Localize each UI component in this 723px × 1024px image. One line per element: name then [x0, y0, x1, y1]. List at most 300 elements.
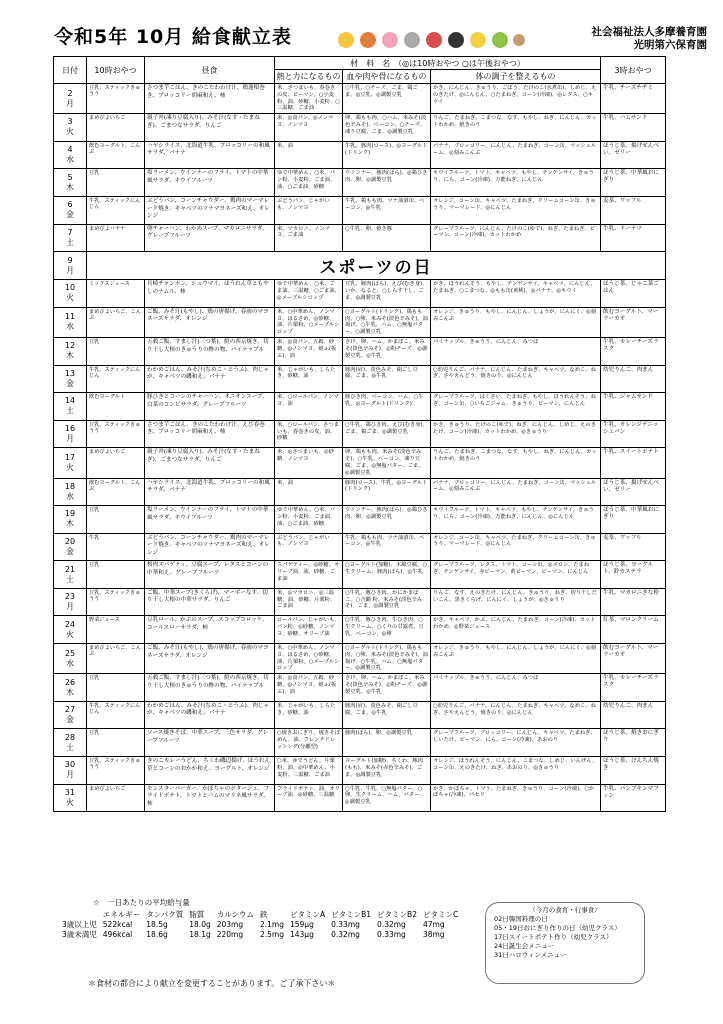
day-date: 4 — [67, 145, 73, 155]
day-cell — [54, 169, 87, 197]
heat-cell: ぶどうパン、じゃがいも、ノンマヨ — [275, 196, 343, 224]
blood-cell: 豆乳、豚肉(ばら)、えび(むき身)、いか、なると、○しらす干し、ごま、◎調製豆乳 — [343, 280, 431, 308]
menu-row — [54, 784, 666, 812]
nutrition-cell: 0.33mg — [377, 930, 406, 939]
blood-cell: ウインナー、豚肉(ばら)、◎鶏ひき肉、卵、◎調製豆乳 — [343, 169, 431, 197]
menu-row — [54, 84, 666, 114]
menu-row — [54, 114, 666, 142]
body-cell: グレープフルーツ、ブロッコリー、にんじん、キャベツ、たまねぎ、しいたけ、ピーマン、にら、コーン(冷凍)、あおのり — [431, 729, 601, 757]
event-item: 02日韓国料理の日 — [494, 915, 548, 923]
menu-row — [54, 561, 666, 589]
event-item: 17日スイートポテト作り（幼児クラス） — [494, 933, 613, 941]
day-cell — [54, 784, 87, 812]
snack3-cell: 飲むヨーグルト、マーラーカオ — [601, 307, 666, 337]
body-cell: バナナ、ブロッコリー、にんじん、たまねぎ、コーン缶、マッシュルーム、◎刻みこんぶ — [431, 141, 601, 169]
day-cell — [54, 141, 87, 169]
day-date: 7 — [67, 227, 73, 237]
lunch-cell: ハヤシライス、北海道牛乳、ブロッコリーの和風サラダ、バナナ — [145, 141, 275, 169]
body-cell: パイナップル、きゅうり、にんじん、みつば — [431, 674, 601, 702]
body-cell: パイナップル、きゅうり、にんじん、みつば — [431, 337, 601, 365]
nutrition-cell: 159μg — [289, 920, 314, 929]
nutrition-cell: 203mg — [216, 920, 244, 929]
lunch-cell: ご飯、みそ汁(もやし)、鶏の唐揚げ、春雨のマヨネーズサラダ、オレンジ — [145, 644, 275, 674]
day-date: 27 — [64, 705, 76, 715]
day-date: 3 — [67, 117, 73, 127]
menu-row — [54, 757, 666, 785]
snack3-cell: 牛乳、マカロニきな粉 — [601, 588, 666, 616]
snack10-cell: 牛乳、スティックにんじん — [87, 196, 145, 224]
snack10-cell: まめびよいちご — [87, 114, 145, 142]
menu-row — [54, 141, 666, 169]
snack3-cell: ほうじ茶、じゃこ菜ごはん — [601, 280, 666, 308]
heat-cell: 米、○中華めん、ノンマヨ、はるさめ、○砂糖、油、片栗粉、○メープルシロップ — [275, 644, 343, 674]
nutrition-header: エネルギー — [102, 910, 141, 919]
day-dow: 月 — [66, 770, 74, 780]
heat-cell: ゆで中華めん、○米、ごま油、三温糖、○ごま油、◎メープルシロップ — [275, 280, 343, 308]
heat-cell: ゆで中華めん、○米、パン粉、小麦粉、ごま油、油、○ごま油、砂糖 — [275, 169, 343, 197]
day-dow: 金 — [66, 378, 74, 388]
day-dow: 火 — [66, 127, 74, 137]
nutrition-header: ビタミンB2 — [377, 910, 417, 919]
snack10-cell: まめびよバナナ — [87, 224, 145, 252]
col-body: 体の調子を整えるもの — [431, 70, 601, 84]
snack3-cell: 紅茶、マロンクリーム — [601, 616, 666, 644]
lunch-cell: さつま芋ごはん、きのこたわわけ汁、えび春巻き、ブロッコリー胡麻和え、柿 — [145, 420, 275, 448]
lunch-cell: 卵チャーハン、わかめスープ、マカロニサラダ、グレープフルーツ — [145, 224, 275, 252]
nutrition-cell: 2.5mg — [259, 930, 284, 939]
body-cell: かき、かぼちゃ、トマト、たまねぎ、きゅうり、コーン(冷凍)、○かぼちゃ(冷凍)、パセリ — [431, 784, 601, 812]
day-date: 12 — [64, 341, 76, 351]
lunch-cell: 五穀ご飯、すまし汁(三つ葉)、鮭の西京焼き、切り干し大根のきゅうりの酢の物、パイナップル — [145, 674, 275, 702]
lunch-cell: 豚ひきとコーンのチャーハン、オニオンスープ、白菜のコンビサラダ、グレープフルーツ — [145, 393, 275, 421]
col-snack3: 3時おやつ — [601, 57, 666, 84]
menu-row — [54, 307, 666, 337]
snack3-cell: 牛乳、オレンジデニッシュパン — [601, 420, 666, 448]
body-cell: グレープフルーツ、にんじん、たけのこ(ゆで)、ねぎ、たまねぎ、ピーマン、コーン(冷凍)、カットわかめ — [431, 224, 601, 252]
blood-cell: 牛乳、鶏もも肉、ツナ油漬缶、ベーコン、◎牛乳 — [343, 196, 431, 224]
blood-cell: 牛乳、豚肉(ロース)、◎ヨーグルト(ドリンク) — [343, 141, 431, 169]
menu-row — [54, 337, 666, 365]
day-cell — [54, 252, 87, 280]
menu-row — [54, 506, 666, 534]
nutrition-header: 脂質 — [189, 910, 205, 919]
day-date: 16 — [64, 424, 76, 434]
heat-cell: 米、○ロールパン、さつまいも、春巻きの皮、油、砂糖 — [275, 420, 343, 448]
events-title: （今月の食育・行事食） — [529, 906, 601, 914]
blood-cell: 卵、鶏もも肉、米みそ(淡色辛みそ)、○牛乳、ベーコン、凍り豆腐、ごま、◎無塩バター、ごま、◎調製豆乳 — [343, 448, 431, 478]
day-cell — [54, 533, 87, 561]
snack3-cell: 牛乳、ジャムサンド — [601, 393, 666, 421]
snack10-cell: 豆乳、スティックきゅうり — [87, 84, 145, 114]
blood-cell: ○ヨーグルト(ドリンク)、鶏もも肉、○卵、米みそ(淡色辛みそ)、油揚げ、○牛乳、ハム、○無塩バター、○調製豆乳 — [343, 307, 431, 337]
lunch-cell: 五穀ご飯、すまし汁(三つ葉)、鮭の西京焼き、切り干し大根のきゅうりの酢の物、パイナップル — [145, 337, 275, 365]
day-cell — [54, 84, 87, 114]
body-cell: かき、きゅうり、たけのこ(ゆで)、ねぎ、にんじん、しめじ、えのきたけ、コーン(冷凍)、カットわかめ、◎きゅうり — [431, 420, 601, 448]
nutrition-cell: 0.33mg — [331, 920, 360, 929]
events-list — [494, 915, 636, 960]
day-cell — [54, 365, 87, 393]
nutrition-row — [59, 930, 461, 940]
nutrition-cell: 18.1g — [189, 930, 211, 939]
day-cell — [54, 114, 87, 142]
nutrition-header-row — [59, 910, 461, 920]
day-date: 9 — [67, 255, 73, 265]
day-cell — [54, 757, 87, 785]
snack10-cell: 豆乳 — [87, 506, 145, 534]
heat-cell: スパゲティー、◎砂糖、オリーブ油、油、砂糖、ごま油 — [275, 561, 343, 589]
day-dow: 水 — [66, 658, 74, 668]
day-dow: 木 — [66, 687, 74, 697]
snack3-cell: 牛乳、カレーチーズラスク — [601, 674, 666, 702]
blood-cell: ウインナー、豚肉(ばら)、◎鶏ひき肉、卵、◎調製豆乳 — [343, 506, 431, 534]
col-heat: 熱と力になるもの — [275, 70, 343, 84]
body-cell: オレンジ、ほうれんそう、にんじん、こまつな、しめじ、いんげん、コーン缶、えのきたけ、ねぎ、あおのり、◎きゅうり — [431, 757, 601, 785]
nutrition-cell: 143μg — [289, 930, 314, 939]
blood-cell: ○牛乳、牛乳、○無塩バター、○卵、生クリーム、ハム、バター、◎調製豆乳 — [343, 784, 431, 812]
organization — [592, 26, 708, 52]
body-cell: バナナ、ブロッコリー、にんじん、たまねぎ、コーン缶、マッシュルーム、◎刻みこんぶ — [431, 478, 601, 506]
day-dow: 金 — [66, 715, 74, 725]
day-dow: 水 — [66, 491, 74, 501]
blood-cell: 豚ひき肉、ベーコン、ハム、○牛乳、◎ヨーグルト(ドリンク) — [343, 393, 431, 421]
body-cell: キウイフルーツ、トマト、キャベツ、もやし、チンゲンサイ、きゅうり、にら、コーン(冷凍)、万能ねぎ、にんじん — [431, 169, 601, 197]
day-date: 10 — [64, 283, 76, 293]
lunch-cell: ご飯、中華スープ(きくらげ)、マーボーなす、切り干し大根の中華サラダ、りんご — [145, 588, 275, 616]
day-cell — [54, 729, 87, 757]
nutrition-cell: 522kcal — [102, 920, 133, 929]
snack10-cell: 豆乳 — [87, 337, 145, 365]
heat-cell: 米、じゃがいも、しらたき、砂糖、油 — [275, 365, 343, 393]
change-note: ＊食材の都合により献立を変更することがあります。ご了承下さい＊ — [88, 979, 336, 988]
nutrition-cell: 0.32mg — [377, 920, 406, 929]
body-cell: オレンジ、きゅうり、もやし、にんじん、しょうが、にんにく、◎刻みこんぶ — [431, 307, 601, 337]
day-cell — [54, 674, 87, 702]
nutrition-cell: 3歳以上児 — [62, 920, 97, 929]
day-dow: 木 — [66, 182, 74, 192]
nutrition-cell: 18.0g — [189, 920, 211, 929]
menu-row — [54, 420, 666, 448]
nutrition-header: カルシウム — [216, 910, 254, 919]
menu-row — [54, 478, 666, 506]
snack10-cell: 豆乳 — [87, 674, 145, 702]
org-name: 社会福祉法人多摩養育園 — [591, 26, 707, 38]
blood-cell: ○ヨーグルト(ドリンク)、鶏もも肉、○卵、米みそ(淡色辛みそ)、油揚げ、○牛乳、ハム、○無塩バター、◎調製豆乳 — [343, 644, 431, 674]
lunch-cell: きのこカレーうどん、ちくわ磯辺揚げ、ほうれん草とコーンのおかか和え、ヨーグルト、オレンジ — [145, 757, 275, 785]
blood-cell: ○牛乳、豚ひき肉、牛ひき肉、○生クリーム、○くりの甘露煮、豆乳、ベーコン、◎卵 — [343, 616, 431, 644]
menu-row — [54, 533, 666, 561]
menu-row — [54, 280, 666, 308]
lunch-cell: ぶどうパン、コーンチャウダー、鶏肉のマーマレード焼き、キャベツのツナマヨネーズ和え、オレンジ — [145, 533, 275, 561]
body-cell: オレンジ、コーン缶、キャベツ、たまねぎ、クリームコーン缶、きゅうり、マーマレード、◎にんじん — [431, 533, 601, 561]
lunch-cell: ぶどうパン、コーンチャウダー、鶏肉のマーマレード焼き、キャベツのツナマヨネーズ和え、オレンジ — [145, 196, 275, 224]
heat-cell: 米、◎マカロニ、◎三温糖、油、砂糖、片栗粉、ごま油 — [275, 588, 343, 616]
snack10-cell: 牛乳、スティックにんじん — [87, 365, 145, 393]
ingredients-note: （◎は10時おやつ ○は午後おやつ） — [398, 58, 525, 68]
snack3-cell: 牛乳、ドーナツ — [601, 224, 666, 252]
menu-row — [54, 644, 666, 674]
snack10-cell: まめびよいちご — [87, 784, 145, 812]
day-date: 28 — [64, 732, 76, 742]
day-cell — [54, 280, 87, 308]
snack10-cell: 野菜ジュース — [87, 616, 145, 644]
snack3-cell: ほうじ茶、中華風おにぎり — [601, 506, 666, 534]
day-cell — [54, 393, 87, 421]
nutrition-cell: 3歳未満児 — [62, 930, 97, 939]
body-cell: グレープフルーツ、はくさい、たまねぎ、もやし、ほうれんそう、ねぎ、コーン缶、○いちごジャム、きゅうり、ピーマン、にんじん — [431, 393, 601, 421]
snack10-cell: まめびよいちご、こんぶ — [87, 644, 145, 674]
day-cell — [54, 588, 87, 616]
snack3-cell: 幼児りんご、肉まん — [601, 701, 666, 729]
blood-cell: ヨーグルト(加糖)、ちくわ、豚肉(もも)、米みそ(赤色辛みそ)、ごま、◎調製豆乳 — [343, 757, 431, 785]
heat-cell: 米、◎さつまいも、◎砂糖、ノンマヨ — [275, 448, 343, 478]
menu-row — [54, 224, 666, 252]
body-cell: キウイフルーツ、トマト、キャベツ、もやし、チンゲンサイ、きゅうり、にら、コーン(冷凍)、万能ねぎ、にんじん、◎にんじん — [431, 506, 601, 534]
day-dow: 木 — [66, 519, 74, 529]
lunch-cell: 塩ラーメン、ウインナーのフライ、トマトの中華風サラダ、キウイフルーツ — [145, 506, 275, 534]
nutrition-section — [53, 897, 473, 940]
body-cell: ○幼児りんご、バナナ、にんじん、たまねぎ、キャベツ、なめこ、ねぎ、さやえんどう、焼きのり、◎にんじん — [431, 365, 601, 393]
heat-cell: ゆで中華めん、○米、パン粉、小麦粉、ごま油、油、○ごま油、砂糖 — [275, 506, 343, 534]
day-date: 6 — [67, 200, 73, 210]
heat-cell: ○米、ゆでうどん、片栗粉、油、◎中華めん、小麦粉、三温糖、ごま油 — [275, 757, 343, 785]
day-dow: 土 — [66, 237, 74, 247]
body-cell: りんご、たまねぎ、こまつな、なす、もやし、ねぎ、にんじん、カットわかめ、焼きのり — [431, 448, 601, 478]
body-cell: かき、ほうれんそう、もやし、チンゲンサイ、キャベツ、にんじん、たまねぎ、○こまつな、◎もも缶(黄桃)、◎バナナ、◎キウイ — [431, 280, 601, 308]
snack3-cell: ほうじ茶、中華風おにぎり — [601, 169, 666, 197]
blood-cell: 牛乳、鶏もも肉、ツナ油漬缶、ベーコン、◎牛乳 — [343, 533, 431, 561]
heat-cell: ロールパン、じゃがいも、パン粉、◎砂糖、ノンマヨ、砂糖、オリーブ油 — [275, 616, 343, 644]
day-dow: 土 — [66, 742, 74, 752]
page-header — [0, 0, 723, 58]
nutrition-title: ☆ 一日あたりの平均給与量 — [93, 898, 190, 907]
heat-cell: フライドポテト、油、オリーブ油、◎砂糖、三温糖 — [275, 784, 343, 812]
snack3-cell: ほうじ茶、焼きおにぎり — [601, 729, 666, 757]
day-dow: 月 — [66, 265, 74, 275]
nursery-name: 光明第六保育園 — [633, 39, 707, 51]
heat-cell: 米、◎食パン、五穀、砂糖、◎ノンマヨ、焼ふ(板ふ)、油 — [275, 674, 343, 702]
snack10-cell: ミックスジュース — [87, 280, 145, 308]
snack10-cell: 豆乳、スティックきゅうり — [87, 588, 145, 616]
lunch-cell: 桜肉スパゲティ、豆腐スープ、レタスとコーンの中華和え、グレープフルーツ — [145, 561, 275, 589]
blood-cell: ○牛乳、豚ひき肉、かにかまぼこ、○合鋤 粉、米みそ(淡色辛みそ)、ごま、◎調製豆乳 — [343, 588, 431, 616]
day-dow: 月 — [66, 98, 74, 108]
heat-cell: 米、油 — [275, 141, 343, 169]
blood-cell: 豚肉(ばら)、卵、◎調製豆乳 — [343, 729, 431, 757]
nutrition-header: ビタミンC — [422, 910, 459, 919]
heat-cell: 米、○ロールパン、ノンマヨ、油 — [275, 393, 343, 421]
menu-row — [54, 448, 666, 478]
menu-row — [54, 588, 666, 616]
blood-cell: 豚肉(ロース)、牛乳、◎ヨーグルト(ドリンク) — [343, 478, 431, 506]
nutrition-header: ビタミンA — [289, 910, 326, 919]
day-dow: 水 — [66, 155, 74, 165]
lunch-cell: ハヤシライス、北海道牛乳、ブロッコリーの和風サラダ、バナナ — [145, 478, 275, 506]
event-item: 24日誕生会メニュー — [494, 942, 555, 950]
snack3-cell: ほうじ茶、けんちん焼き — [601, 757, 666, 785]
snack10-cell: 豆乳 — [87, 169, 145, 197]
day-date: 17 — [64, 452, 76, 462]
snack3-cell: ほうじ茶、揚げせんべい、ゼリー — [601, 141, 666, 169]
nutrition-row — [59, 920, 461, 930]
body-cell: オレンジ、きゅうり、もやし、にんじん、しょうが、にんにく、◎刻みこんぶ — [431, 644, 601, 674]
blood-cell: ○ヨーグルト(加糖)、木綿豆腐、○生クリーム、豚肉(ばら)、◎牛乳 — [343, 561, 431, 589]
snack3-cell: 麦茶、ワッフル — [601, 196, 666, 224]
nutrition-header: ビタミンB1 — [331, 910, 372, 919]
menu-row — [54, 393, 666, 421]
blood-cell: ○牛乳、○チーズ、ごま、鶏ごま、◎豆乳、◎調製豆乳 — [343, 84, 431, 114]
menu-row — [54, 169, 666, 197]
sports-day-label: スポーツの日 — [87, 252, 666, 280]
day-dow: 土 — [66, 406, 74, 416]
heat-cell: 米、◎食パン、五穀、砂糖、◎ノンマヨ、焼ふ(板ふ)、油 — [275, 337, 343, 365]
day-date: 14 — [64, 396, 76, 406]
snack3-cell: ほうじ茶、揚げせんべい、ゼリー — [601, 478, 666, 506]
day-dow: 水 — [66, 322, 74, 332]
day-cell — [54, 337, 87, 365]
day-dow: 火 — [66, 797, 74, 807]
blood-cell: 豚肉(肩)、淡色みそ、絹ごし豆腐、ごま、◎牛乳 — [343, 701, 431, 729]
menu-table — [53, 56, 666, 812]
body-cell: りんご、たまねぎ、こまつな、なす、もやし、ねぎ、にんじん、カットわかめ、焼きのり — [431, 114, 601, 142]
ingredients-label: 材 料 名 — [350, 58, 391, 68]
nutrition-cell: 0.32mg — [331, 930, 360, 939]
day-cell — [54, 196, 87, 224]
col-day: 日付 — [54, 57, 87, 84]
snack10-cell: 牛乳、スティックにんじん — [87, 701, 145, 729]
lunch-cell: 親子丼(凍り豆腐入り)、みそ汁(なす・たまねぎ)、ごまつなサラダ、りんご — [145, 114, 275, 142]
body-cell: グレープフルーツ、レタス、トマト、コーン缶、◎メロン、たまねぎ、チンゲンサイ、赤ピーマン、黄ピーマン、ピーマン、にんじん — [431, 561, 601, 589]
col-lunch: 昼食 — [145, 57, 275, 84]
lunch-cell: 長崎チャンポン、シュウマイ、ほうれん草ともやしのナムル、柿 — [145, 280, 275, 308]
day-cell — [54, 616, 87, 644]
day-date: 31 — [64, 787, 76, 797]
blood-cell: ○牛乳、卵、焼き豚 — [343, 224, 431, 252]
menu-row — [54, 365, 666, 393]
snack10-cell: 飲むヨーグルト — [87, 393, 145, 421]
day-cell — [54, 506, 87, 534]
snack3-cell: 牛乳、ハムサンド — [601, 114, 666, 142]
snack10-cell: 飲むヨーグルト、こんぶ — [87, 141, 145, 169]
snack10-cell: 豆乳、スティックきゅうり — [87, 757, 145, 785]
blood-cell: さけ、卵、ハム、かまぼこ、米みそ(淡色辛みそ)、◎粉チーズ、◎調製豆乳、◎牛乳 — [343, 674, 431, 702]
col-snack10: 10時おやつ — [87, 57, 145, 84]
day-date: 5 — [67, 172, 73, 182]
menu-row — [54, 616, 666, 644]
nutrition-header: タンパク質 — [146, 910, 184, 919]
menu-row — [54, 701, 666, 729]
heat-cell: 米、◎食パン、◎ノンマヨ、ノンマヨ — [275, 114, 343, 142]
snack10-cell: 牛乳 — [87, 533, 145, 561]
day-dow: 火 — [66, 629, 74, 639]
day-date: 13 — [64, 368, 76, 378]
day-date: 19 — [64, 509, 76, 519]
day-date: 24 — [64, 619, 76, 629]
nutrition-cell: 220mg — [216, 930, 244, 939]
body-cell: ○幼児りんご、バナナ、にんじん、たまねぎ、キャベツ、なめこ、ねぎ、さやえんどう、焼きのり、◎にんじん — [431, 701, 601, 729]
nutrition-cell: 18.5g — [146, 920, 168, 929]
day-dow: 火 — [66, 462, 74, 472]
day-date: 26 — [64, 677, 76, 687]
lunch-cell: ご飯、みそ汁(もやし)、鶏の唐揚げ、春雨のマヨネーズサラダ、オレンジ — [145, 307, 275, 337]
nutrition-cell: 47mg — [422, 920, 445, 929]
col-ingredients — [275, 57, 601, 70]
day-cell — [54, 644, 87, 674]
snack3-cell: ほうじ茶、ヨーグルト、鈴カステラ — [601, 561, 666, 589]
col-blood: 血や肉や骨になるもの — [343, 70, 431, 84]
snack10-cell: 豆乳、スティックきゅうり — [87, 420, 145, 448]
blood-cell: さけ、卵、ハム、かまぼこ、米みそ(淡色辛みそ)、◎粉チーズ、◎調製豆乳、◎牛乳 — [343, 337, 431, 365]
lunch-cell: さつま芋ごはん、きのこたわわけ汁、鶏蓮根巻き、ブロッコリー胡麻和え、柿 — [145, 84, 275, 114]
day-date: 23 — [64, 592, 76, 602]
day-date: 20 — [64, 536, 76, 546]
heat-cell: 米、マカロニ、ノンマヨ、ごま油 — [275, 224, 343, 252]
snack3-cell: 牛乳、カレーチーズラスク — [601, 337, 666, 365]
day-cell — [54, 448, 87, 478]
heat-cell: ぶどうパン、じゃがいも、ノンマヨ — [275, 533, 343, 561]
day-dow: 金 — [66, 210, 74, 220]
day-dow: 金 — [66, 546, 74, 556]
animal-decoration — [336, 28, 526, 52]
body-cell: かき、キャベツ、かぶ、にんじん、たまねぎ、コーン(冷凍)、カットわかめ、◎野菜ジュース — [431, 616, 601, 644]
day-date: 18 — [64, 481, 76, 491]
lunch-cell: 豆乳ロール、かぶのスープ、スコップコロッケ、コールスローサラダ、柿 — [145, 616, 275, 644]
snack3-cell: 牛乳、パンプキンマフィン — [601, 784, 666, 812]
lunch-cell: 親子丼(凍り豆腐入り)、みそ汁(なす・たまねぎ)、ごまつなサラダ、りんご — [145, 448, 275, 478]
day-date: 2 — [67, 88, 73, 98]
day-dow: 月 — [66, 434, 74, 444]
snack3-cell: 幼児りんご、肉まん — [601, 365, 666, 393]
day-dow: 火 — [66, 293, 74, 303]
day-dow: 木 — [66, 351, 74, 361]
lunch-cell: 塩ラーメン、ウインナーのフライ、トマトの中華風サラダ、キウイフルーツ — [145, 169, 275, 197]
menu-body — [54, 84, 666, 812]
snack10-cell: 豆乳 — [87, 561, 145, 589]
lunch-cell: ソース焼きそば、中華スープ、三色サラダ、グレープフルーツ — [145, 729, 275, 757]
day-dow: 土 — [66, 574, 74, 584]
day-date: 25 — [64, 648, 76, 658]
body-cell: りんご、なす、えのきたけ、にんじん、きゅうり、ねぎ、切り干しだいこん、黒きくらげ、にんにく、しょうが、◎きゅうり — [431, 588, 601, 616]
lunch-cell: モンスターバーガー、かぼちゃのポタージュ、フライドポテト、トマトとハムのマリネ風サラダ、柿 — [145, 784, 275, 812]
day-date: 30 — [64, 760, 76, 770]
day-cell — [54, 701, 87, 729]
day-cell — [54, 420, 87, 448]
nutrition-cell: 2.1mg — [259, 920, 284, 929]
snack10-cell: 豆乳 — [87, 729, 145, 757]
blood-cell: ○牛乳、鶏ひき肉、えび(むき身)、ごま、鶏ごま、◎調製豆乳 — [343, 420, 431, 448]
nutrition-table — [59, 910, 461, 940]
heat-cell: 米、○中華めん、ノンマヨ、はるさめ、◎砂糖、油、片栗粉、○メープルシロップ — [275, 307, 343, 337]
body-cell: かき、にんじん、きゅうり、ごぼう、たけのこ(水煮缶)、しめじ、えのきたけ、◎にんじん、○たまねぎ、コーン(冷凍)、◎レタス、○キウイ — [431, 84, 601, 114]
menu-row — [54, 674, 666, 702]
page-title: 令和5年 10月 給食献立表 — [54, 26, 292, 48]
menu-row — [54, 196, 666, 224]
day-date: 11 — [64, 312, 76, 322]
day-cell — [54, 561, 87, 589]
snack3-cell: 飲むヨーグルト、マーラーカオ — [601, 644, 666, 674]
body-cell: オレンジ、コーン缶、キャベツ、たまねぎ、クリームコーン缶、きゅうり、マーマレード、◎にんじん — [431, 196, 601, 224]
event-item: 31日ハロウィンメニュー — [494, 951, 567, 959]
nutrition-cell: 496kcal — [102, 930, 133, 939]
day-cell — [54, 307, 87, 337]
snack3-cell: 麦茶、ワッフル — [601, 533, 666, 561]
blood-cell: 豚肉(肩)、淡色みそ、絹ごし豆腐、ごま、◎牛乳 — [343, 365, 431, 393]
heat-cell: 米、さつまいも、春巻きの皮、ピーマン、○小麦粉、油、砂糖、小麦粉、○三温糖、ごま油 — [275, 84, 343, 114]
day-dow: 月 — [66, 602, 74, 612]
heat-cell: ○焼きおにぎり、焼きそばめん、油、フレンチドレッシング(分離型) — [275, 729, 343, 757]
sports-day-row — [54, 252, 666, 280]
menu-row — [54, 729, 666, 757]
blood-cell: 卵、鶏もも肉、○ハム、米みそ(淡色辛みそ)、ベーコン、○チーズ、凍り豆腐、ごま、◎調製豆乳 — [343, 114, 431, 142]
